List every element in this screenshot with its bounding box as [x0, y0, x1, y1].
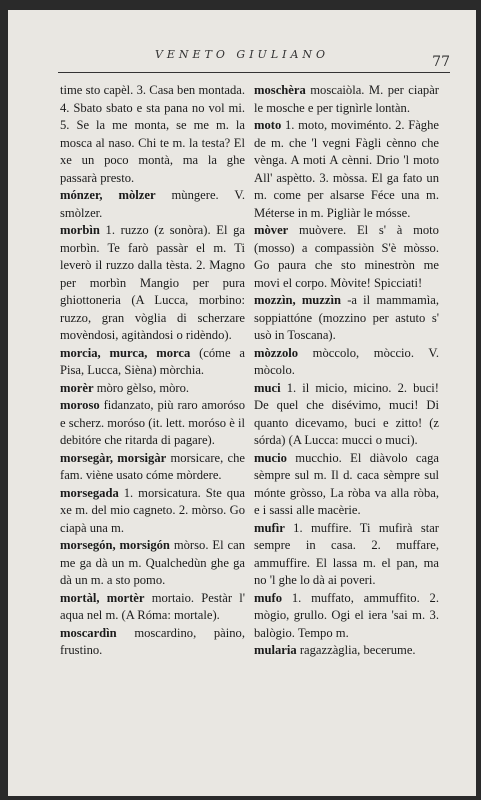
headword: moroso — [60, 398, 100, 412]
dictionary-entry — [254, 380, 439, 450]
dictionary-entry — [254, 117, 439, 222]
dictionary-entry — [60, 450, 245, 485]
definition: 1. muffire. Ti mufirà star sempre in casa. 2. muffare, ammuffire. El lassa m. el pan, ma no 'l ghe lo dà ai poveri. — [254, 520, 440, 587]
headword: morbìn — [60, 223, 100, 237]
dictionary-page — [8, 10, 476, 796]
definition: mortaio. Pestàr l' aqua nel m. (A Róma: mortale). — [60, 590, 245, 622]
headword: mortàl, mortèr — [60, 590, 145, 605]
dictionary-entry — [254, 520, 439, 590]
dictionary-entry — [60, 485, 245, 538]
definition: 1. muffato, ammuffito. 2. mògio, grullo. Ogi el iera 'sai m. 3. balògio. Tempo m. — [254, 590, 439, 640]
headword: mularia — [254, 643, 297, 657]
right-column — [254, 82, 439, 660]
dictionary-entry — [254, 642, 439, 660]
headword: morcia, murca, morca — [60, 345, 191, 360]
headword: moto — [254, 118, 282, 132]
definition: mòccolo, mòccio. V. mòcolo. — [254, 345, 439, 377]
headword: mòzzolo — [254, 345, 299, 360]
definition: 1. morsicatura. Ste qua xe m. del mio cagneto. 2. mòrso. Go ciapà una m. — [60, 485, 245, 535]
running-title: VENETO GIULIANO — [154, 48, 330, 61]
definition: mucchio. El diàvolo caga sèmpre sul m. Il d. caca sèmpre sul mónte gròsso, La ròba va alla ròba, e i sassi alle macèrie. — [254, 450, 439, 517]
headword: moscardìn — [60, 625, 117, 640]
headword: morsegada — [60, 485, 119, 500]
dictionary-entry — [60, 222, 245, 345]
dictionary-entry — [60, 625, 245, 660]
definition: morsicare, che fam. viène usato cóme mòrdere. — [60, 450, 245, 482]
definition: fidanzato, più raro amoróso e scherz. moróso (it. lett. moróso è il debitóre che ritarda di pagare). — [60, 398, 245, 447]
dictionary-entry — [60, 590, 245, 625]
headword: mufìr — [254, 520, 285, 535]
definition: (cóme a Pisa, Lucca, Sièna) mòrchia. — [60, 345, 245, 377]
definition: -a il mammamìa, soppiattóne (mozzino per astuto s' usò in Toscana). — [254, 293, 439, 342]
definition: moscardino, pàino, frustino. — [60, 625, 245, 657]
definition: moscaiòla. M. per ciapàr le mosche e per tignìrle lontàn. — [254, 83, 439, 115]
definition: mòro gèlso, mòro. — [96, 380, 190, 395]
dictionary-entry — [254, 222, 439, 292]
headword: mòver — [254, 223, 289, 237]
dictionary-entry — [60, 397, 245, 450]
definition: mòrso. El can me ga dà un m. Qualchedùn ghe ga dà un m. a sto pomo. — [60, 538, 245, 587]
headword: morsegàr, morsigàr — [60, 450, 167, 465]
headword: moschèra — [254, 83, 306, 97]
dictionary-entry — [254, 82, 439, 117]
page-number: 77 — [432, 54, 450, 70]
dictionary-entry — [60, 380, 245, 398]
dictionary-entry — [254, 590, 439, 643]
dictionary-entry — [60, 537, 245, 590]
headword: morsegón, morsigón — [60, 538, 170, 552]
definition: ragazzàglia, becerume. — [299, 643, 416, 657]
definition: muòvere. El s' à moto (mosso) a compassiòn S'è mòsso. Go paura che sto minestròn me movi el corpo. Mòvite! Spicciati! — [254, 223, 439, 290]
left-column — [60, 82, 245, 660]
definition: 1. moto, moviménto. 2. Fàghe de m. che 'l vegni Fàgli cènno che vènga. A moti A cènni. Drio 'l moto All' aspètto. 3. mòssa. El ga fato un m. come per alsarse Féce una m. Méterse in m. Pigliàr le mósse. — [254, 118, 439, 220]
headword: mucio — [254, 450, 287, 465]
dictionary-entry — [60, 187, 245, 222]
dictionary-entry — [254, 450, 439, 520]
dictionary-entry — [60, 345, 245, 380]
headword: muci — [254, 380, 281, 395]
entry-continuation: time sto capèl. 3. Casa ben montada. 4. Sbato sbato e sta pana no vol mi. 5. Se la me monta, se me m. la mosca al naso. Chi te m. la testa? El xe un poco montà, ma la ghe passarà presto. — [60, 83, 245, 185]
headword: morèr — [60, 380, 94, 395]
dictionary-entry — [254, 345, 439, 380]
definition: mùngere. V. smòlzer. — [60, 188, 246, 220]
definition: 1. il micio, micino. 2. buci! De quel che disévimo, muci! Di quanto dicevamo, buci e zitto! (z sórda) (A Lucca: mucci o muci). — [254, 380, 439, 447]
dictionary-entry — [254, 292, 439, 345]
definition: 1. ruzzo (z sonòra). El ga morbìn. Te farò passàr el m. Ti leverò il ruzzo dalla tèsta. 2. Magno per morbìn Mangio per pura ghiottoneria (A Lucca, morbino: ruzzo, gran vòglia di scherzare movèndosi, agitàndosi o ridèndo). — [60, 223, 245, 342]
headword: mónzer, mòlzer — [60, 188, 156, 202]
headword: mufo — [254, 590, 282, 605]
header-rule — [58, 72, 450, 73]
headword: mozzìn, muzzìn — [254, 293, 341, 307]
